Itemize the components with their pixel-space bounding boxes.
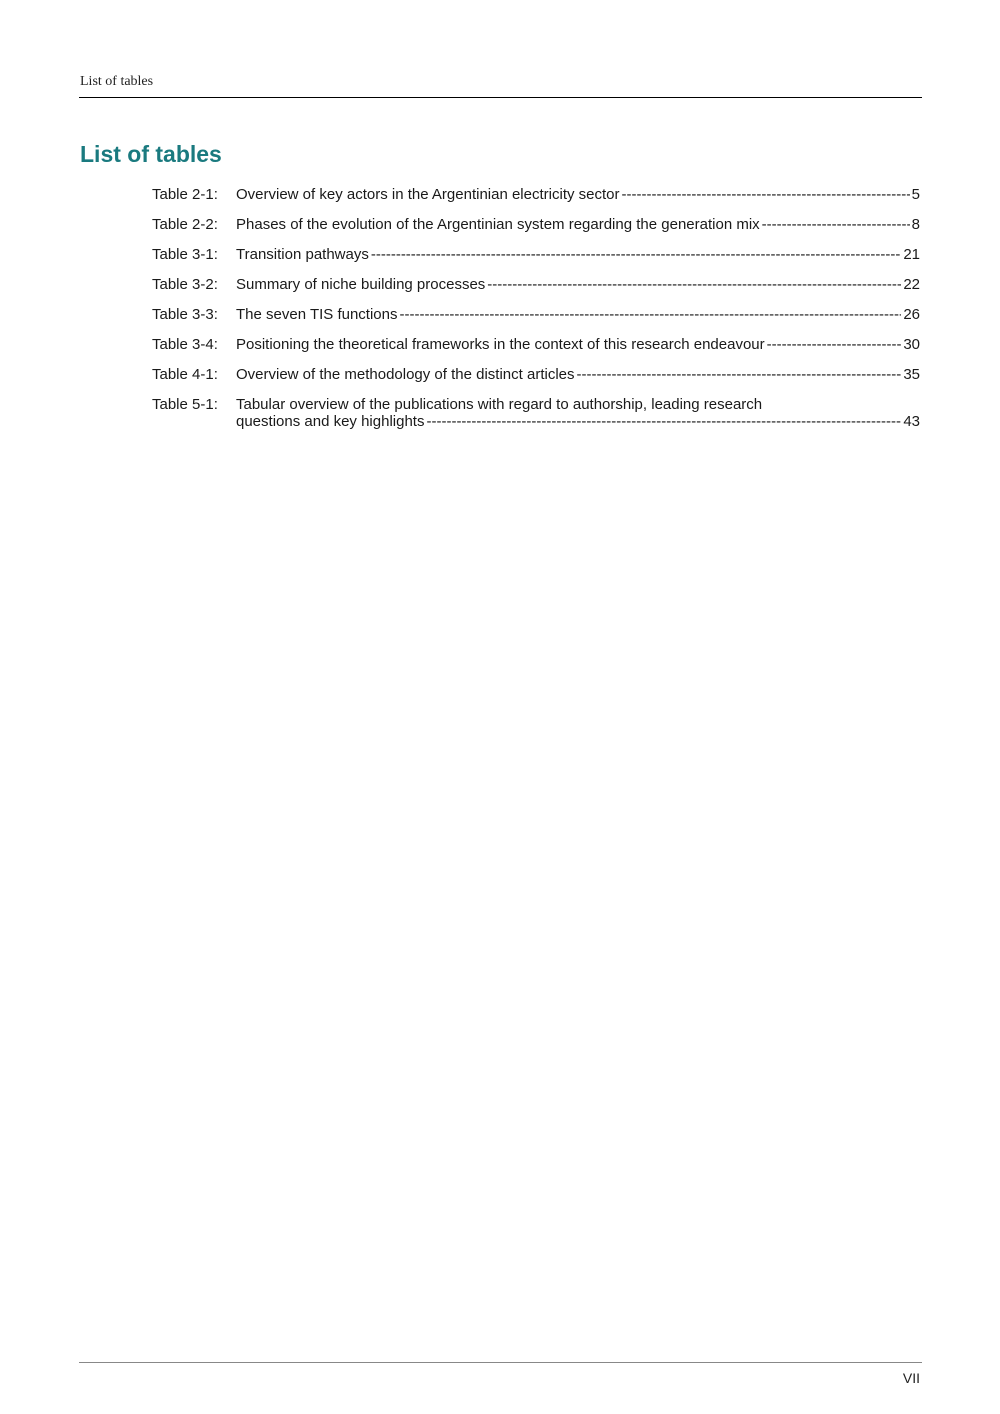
table-list (152, 186, 920, 443)
toc-page-number: 43 (903, 413, 920, 430)
dot-leader (762, 216, 910, 233)
toc-title: Transition pathways (236, 246, 369, 263)
toc-title: The seven TIS functions (236, 306, 398, 323)
page-number: VII (902, 1370, 920, 1386)
toc-title: Summary of niche building processes (236, 276, 486, 293)
toc-label: Table 2-2: (152, 216, 218, 233)
toc-label: Table 3-3: (152, 306, 218, 323)
toc-page-number: 5 (911, 186, 920, 203)
dot-leader (426, 413, 901, 430)
dot-leader (487, 276, 901, 293)
toc-label: Table 3-2: (152, 276, 218, 293)
toc-entry-table-5-1[interactable] (152, 396, 920, 430)
toc-label: Table 5-1: (152, 396, 218, 413)
toc-entry-table-3-1[interactable] (152, 246, 920, 263)
toc-entry-table-3-3[interactable] (152, 306, 920, 323)
dot-leader (371, 246, 901, 263)
toc-entry-table-4-1[interactable] (152, 366, 920, 383)
toc-label: Table 2-1: (152, 186, 218, 203)
footer-divider (79, 1362, 922, 1363)
toc-title: Positioning the theoretical frameworks in the context of this research endeavour (236, 336, 765, 353)
header-divider (79, 97, 922, 98)
dot-leader (399, 306, 901, 323)
toc-entry-table-3-4[interactable] (152, 336, 920, 353)
dot-leader (767, 336, 902, 353)
toc-title: Overview of the methodology of the distinct articles (236, 366, 575, 383)
running-header: List of tables (80, 74, 154, 89)
toc-page-number: 8 (911, 216, 920, 233)
toc-entry-table-3-2[interactable] (152, 276, 920, 293)
toc-page-number: 26 (903, 306, 920, 323)
toc-page-number: 30 (903, 336, 920, 353)
toc-page-number: 21 (903, 246, 920, 263)
toc-label: Table 3-1: (152, 246, 218, 263)
toc-label: Table 4-1: (152, 366, 218, 383)
dot-leader (577, 366, 902, 383)
toc-entry-table-2-2[interactable] (152, 216, 920, 233)
dot-leader (622, 186, 910, 203)
toc-title: questions and key highlights (236, 413, 425, 430)
toc-title-first-line: Tabular overview of the publications with regard to authorship, leading research (236, 396, 763, 413)
toc-entry-table-2-1[interactable] (152, 186, 920, 203)
page-title: List of tables (80, 141, 222, 167)
toc-label: Table 3-4: (152, 336, 218, 353)
toc-title: Overview of key actors in the Argentinian electricity sector (236, 186, 620, 203)
toc-page-number: 22 (903, 276, 920, 293)
toc-page-number: 35 (903, 366, 920, 383)
toc-title: Phases of the evolution of the Argentinian system regarding the generation mix (236, 216, 760, 233)
